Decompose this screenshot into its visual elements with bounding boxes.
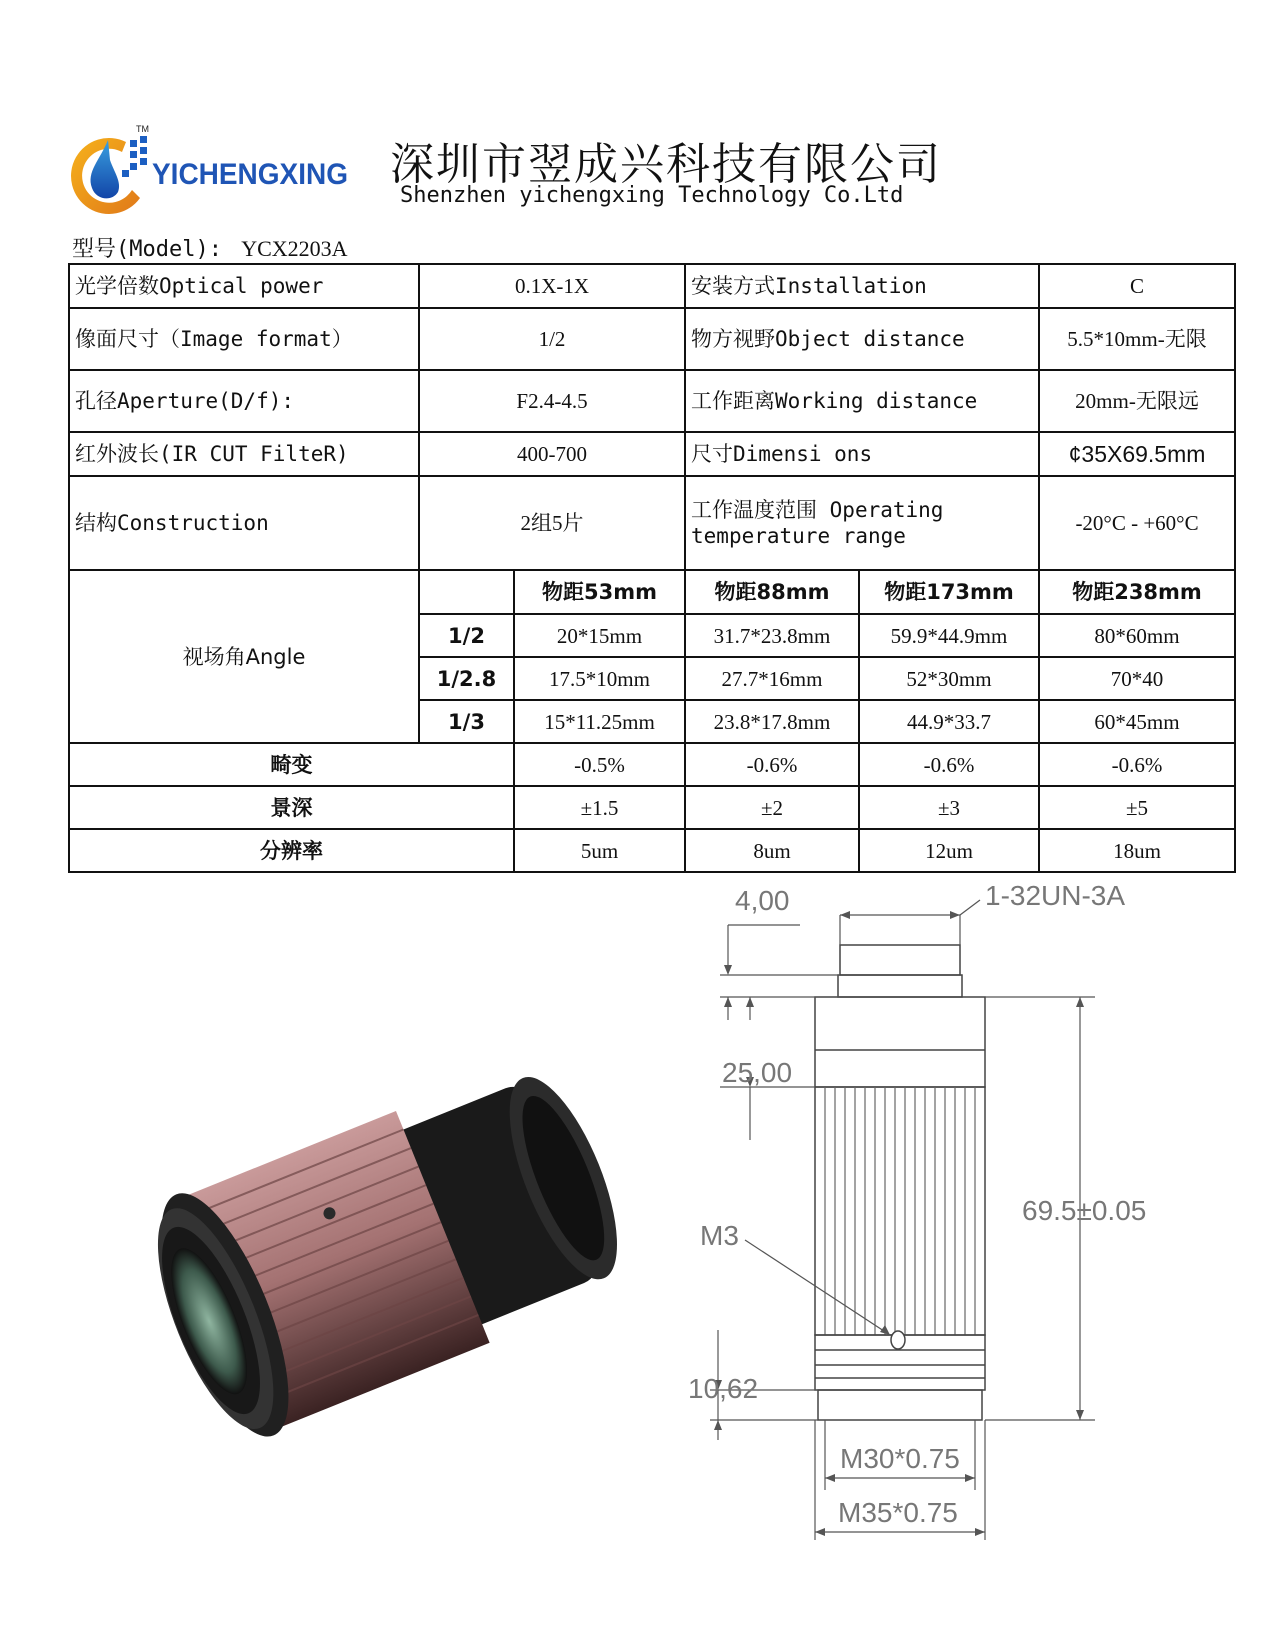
row-value: ±5 <box>1039 786 1235 829</box>
spec-row <box>69 432 1235 476</box>
technical-drawing <box>688 880 1220 1630</box>
bottom-thread-outline <box>818 1390 982 1420</box>
spec-label: 红外波长(IR CUT FilteR) <box>69 432 419 476</box>
row-value: -0.5% <box>514 743 685 786</box>
distance-header: 物距53mm <box>514 570 685 614</box>
spec-label: 安装方式Installation <box>685 264 1039 308</box>
angle-value: 52*30mm <box>859 657 1039 700</box>
row-label: 畸变 <box>69 743 514 786</box>
spec-value: F2.4-4.5 <box>419 370 685 432</box>
dim-top: 4,00 <box>735 885 790 916</box>
knurl-lines <box>825 1087 975 1335</box>
trademark-mark: TM <box>136 124 149 134</box>
spec-row <box>69 370 1235 432</box>
spec-value: 20mm-无限远 <box>1039 370 1235 432</box>
row-value: ±3 <box>859 786 1039 829</box>
row-value: -0.6% <box>859 743 1039 786</box>
empty-cell <box>419 570 514 614</box>
upper-barrel-outline <box>815 997 985 1087</box>
spec-label: 像面尺寸（Image format） <box>69 308 419 370</box>
angle-value: 27.7*16mm <box>685 657 859 700</box>
angle-header-row <box>69 570 1235 614</box>
angle-value: 15*11.25mm <box>514 700 685 743</box>
row-value: 8um <box>685 829 859 872</box>
company-name-cn: 深圳市翌成兴科技有限公司 <box>390 139 942 190</box>
spec-value: 1/2 <box>419 308 685 370</box>
distance-header: 物距238mm <box>1039 570 1235 614</box>
row-value: ±1.5 <box>514 786 685 829</box>
row-value: 5um <box>514 829 685 872</box>
row-label: 景深 <box>69 786 514 829</box>
spec-label: 光学倍数Optical power <box>69 264 419 308</box>
spec-value: 400-700 <box>419 432 685 476</box>
row-value: ±2 <box>685 786 859 829</box>
screw-hole <box>891 1331 905 1349</box>
spec-label: 孔径Aperture(D/f): <box>69 370 419 432</box>
company-logo <box>56 120 366 230</box>
row-value: 18um <box>1039 829 1235 872</box>
model-label: 型号(Model): <box>72 237 222 262</box>
format-cell: 1/3 <box>419 700 514 743</box>
angle-value: 17.5*10mm <box>514 657 685 700</box>
distortion-row <box>69 743 1235 786</box>
angle-value: 80*60mm <box>1039 614 1235 657</box>
spec-label: 工作温度范围 Operating temperature range <box>685 476 1039 570</box>
angle-label: 视场角Angle <box>69 570 419 743</box>
row-value: -0.6% <box>685 743 859 786</box>
angle-value: 70*40 <box>1039 657 1235 700</box>
lens-photo <box>118 1080 638 1480</box>
knurled-barrel-outline <box>815 1087 985 1335</box>
spec-label: 工作距离Working distance <box>685 370 1039 432</box>
spec-row <box>69 264 1235 308</box>
dim-thread: 1-32UN-3A <box>985 880 1126 911</box>
spec-row <box>69 308 1235 370</box>
logo-text: YICHENGXING <box>152 158 348 191</box>
spec-value: 5.5*10mm-无限 <box>1039 308 1235 370</box>
angle-value: 59.9*44.9mm <box>859 614 1039 657</box>
angle-value: 44.9*33.7 <box>859 700 1039 743</box>
dim-lower: 10,62 <box>688 1373 759 1404</box>
top-cap-outline <box>840 945 960 975</box>
spec-label: 尺寸Dimensi ons <box>685 432 1039 476</box>
model-line <box>72 232 348 263</box>
row-label: 分辨率 <box>69 829 514 872</box>
company-name-en: Shenzhen yichengxing Technology Co.Ltd <box>400 183 904 208</box>
row-value: 12um <box>859 829 1039 872</box>
angle-value: 31.7*23.8mm <box>685 614 859 657</box>
distance-header: 物距88mm <box>685 570 859 614</box>
distance-header: 物距173mm <box>859 570 1039 614</box>
angle-value: 23.8*17.8mm <box>685 700 859 743</box>
angle-value: 20*15mm <box>514 614 685 657</box>
dim-upper: 25,00 <box>722 1057 793 1088</box>
spec-row <box>69 476 1235 570</box>
spec-value: 2组5片 <box>419 476 685 570</box>
spec-table <box>68 263 1236 873</box>
dim-thread-small: M30*0.75 <box>840 1443 960 1474</box>
spec-value: 0.1X-1X <box>419 264 685 308</box>
resolution-row <box>69 829 1235 872</box>
format-cell: 1/2 <box>419 614 514 657</box>
angle-value: 60*45mm <box>1039 700 1235 743</box>
spec-value: C <box>1039 264 1235 308</box>
dim-thread-large: M35*0.75 <box>838 1497 958 1528</box>
row-value: -0.6% <box>1039 743 1235 786</box>
spec-label: 物方视野Object distance <box>685 308 1039 370</box>
model-value: YCX2203A <box>241 236 348 261</box>
top-thread-outline <box>838 975 962 997</box>
dim-screw: M3 <box>700 1220 739 1251</box>
spec-value: -20°C - +60°C <box>1039 476 1235 570</box>
depth-row <box>69 786 1235 829</box>
dim-total-length: 69.5±0.05 <box>1022 1195 1147 1226</box>
format-cell: 1/2.8 <box>419 657 514 700</box>
spec-value: ¢35X69.5mm <box>1039 432 1235 476</box>
spec-label: 结构Construction <box>69 476 419 570</box>
